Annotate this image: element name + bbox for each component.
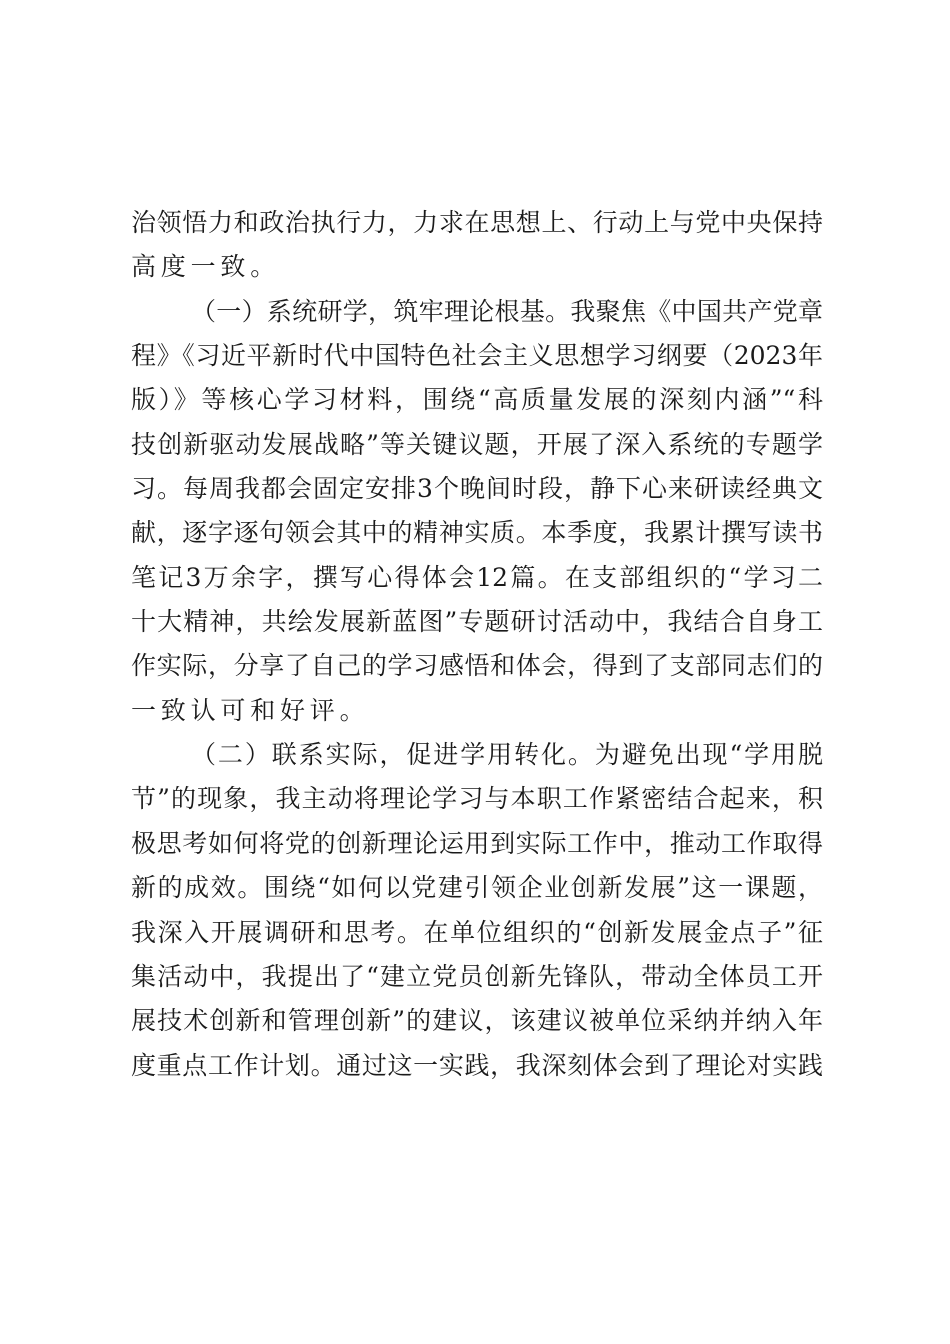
section-heading-line: （一）系统研学，筑牢理论根基。我聚焦《中国共产党章 (191, 296, 823, 326)
text-line: 版）》等核心学习材料，围绕“高质量发展的深刻内涵”“科 (131, 385, 823, 415)
text-line: 度重点工作计划。通过这一实践，我深刻体会到了理论对实践 (131, 1050, 823, 1080)
text-line: 十大精神，共绘发展新蓝图”专题研讨活动中，我结合自身工 (131, 607, 823, 637)
text-line: 节”的现象，我主动将理论学习与本职工作紧密结合起来，积 (131, 784, 823, 814)
text-line: 高度一致。 (131, 252, 281, 282)
text-line: 治领悟力和政治执行力，力求在思想上、行动上与党中央保持 (131, 208, 823, 237)
text-line: 作实际，分享了自己的学习感悟和体会，得到了支部同志们的 (131, 651, 823, 681)
text-line: 集活动中，我提出了“建立党员创新先锋队，带动全体员工开 (131, 961, 823, 991)
text-line: 笔记3万余字，撰写心得体会12篇。在支部组织的“学习二 (131, 562, 823, 592)
text-line: 我深入开展调研和思考。在单位组织的“创新发展金点子”征 (131, 917, 823, 947)
text-line: 极思考如何将党的创新理论运用到实际工作中，推动工作取得 (131, 828, 823, 858)
text-line: 献，逐字逐句领会其中的精神实质。本季度，我累计撰写读书 (131, 518, 823, 548)
text-line: 习。每周我都会固定安排3个晚间时段，静下心来研读经典文 (131, 474, 823, 504)
document-body (131, 201, 831, 1088)
text-line: 一致认可和好评。 (131, 695, 370, 725)
text-line: 技创新驱动发展战略”等关键议题，开展了深入系统的专题学 (131, 429, 823, 459)
text-line: 程》《习近平新时代中国特色社会主义思想学习纲要（2023年 (131, 341, 823, 371)
section-heading-line: （二）联系实际，促进学用转化。为避免出现“学用脱 (191, 740, 823, 770)
text-line: 新的成效。围绕“如何以党建引领企业创新发展”这一课题， (131, 873, 823, 903)
text-line: 展技术创新和管理创新”的建议，该建议被单位采纳并纳入年 (131, 1006, 823, 1036)
